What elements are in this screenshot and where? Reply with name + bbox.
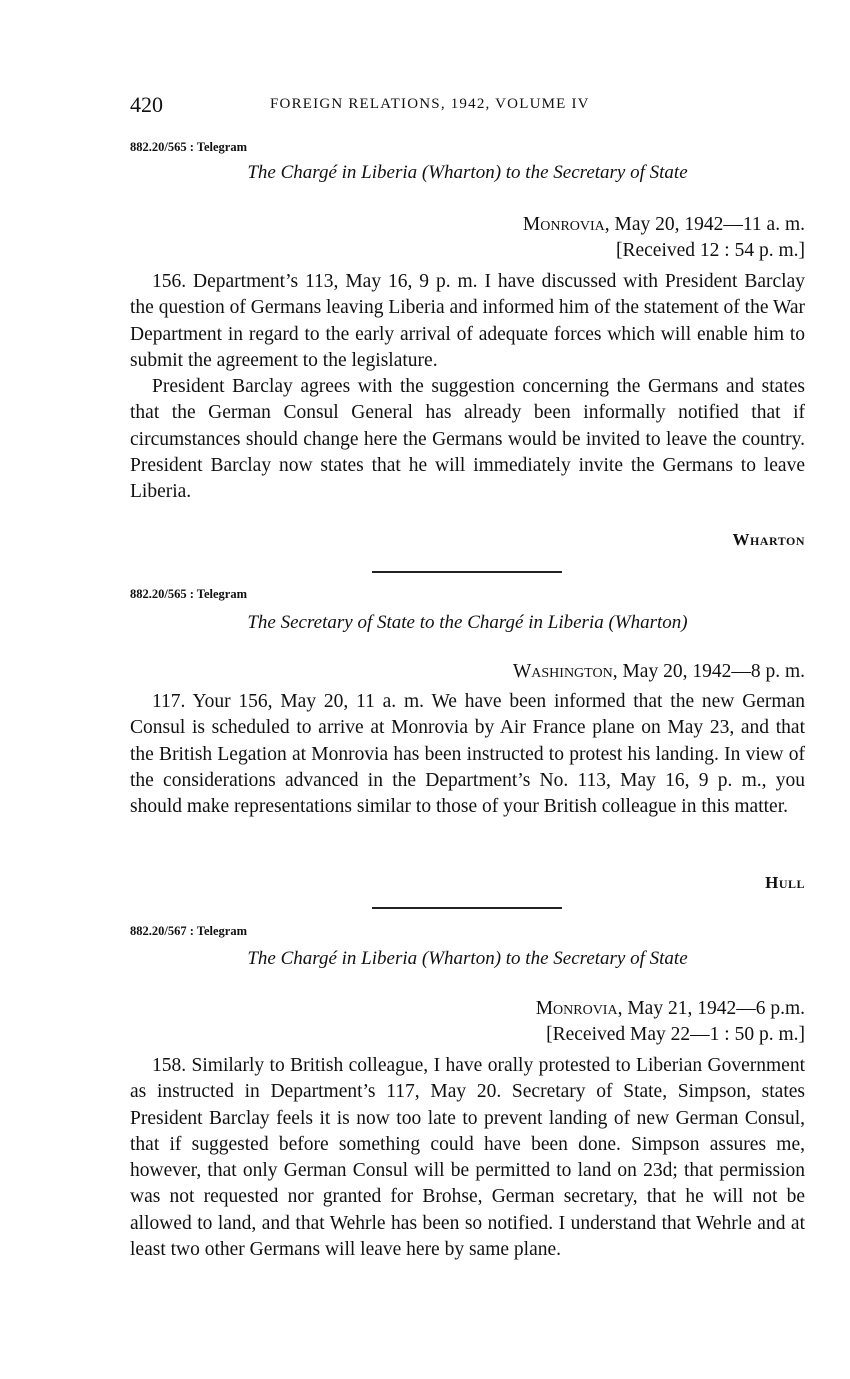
page-header: [130, 92, 805, 122]
document-body: [130, 689, 805, 820]
dateline: [536, 996, 805, 1048]
running-title: FOREIGN RELATIONS, 1942, VOLUME IV: [270, 96, 590, 112]
dateline: [523, 212, 805, 264]
document-heading: The Chargé in Liberia (Wharton) to the Secretary of State: [247, 948, 688, 969]
dateline-date: May 20, 1942—11 a. m.: [614, 214, 805, 235]
page-number: 420: [130, 92, 163, 117]
file-reference: 882.20/565 : Telegram: [130, 587, 248, 601]
section-divider: [372, 907, 562, 909]
body-paragraph: 117. Your 156, May 20, 11 a. m. We have been informed that the new German Consul is scheduled to arrive at Monrovia by Air France plane on May 23, and that the British Legation at Monrovia has been instructed to protest his landing. In view of the considerations advanced in the Department’s No. 113, May 16, 9 p. m., you should make representations similar to those of your British colleague in this matter.: [130, 691, 805, 818]
file-reference: 882.20/567 : Telegram: [130, 924, 248, 938]
file-reference: 882.20/565 : Telegram: [130, 140, 248, 154]
dateline-date: May 21, 1942—6 p.m.: [627, 998, 805, 1019]
received-note: [Received 12 : 54 p. m.]: [616, 240, 805, 261]
received-note: [Received May 22—1 : 50 p. m.]: [546, 1024, 805, 1045]
dateline-date: May 20, 1942—8 p. m.: [622, 661, 805, 682]
document-body: [130, 269, 805, 506]
document-body: [130, 1053, 805, 1263]
document-heading: The Secretary of State to the Chargé in Liberia (Wharton): [247, 612, 688, 633]
dateline-place: Monrovia,: [535, 998, 623, 1019]
body-paragraph: 156. Department’s 113, May 16, 9 p. m. I have discussed with President Barclay the question of Germans leaving Liberia and informed him of the statement of the War Department in regard to the early arrival of adequate forces which will enable him to submit the agreement to the legislature.: [130, 271, 805, 371]
dateline: [513, 659, 805, 685]
dateline-place: Washington,: [512, 661, 618, 682]
signature: Hull: [765, 873, 805, 892]
document-heading: The Chargé in Liberia (Wharton) to the Secretary of State: [247, 162, 688, 183]
signature: Wharton: [732, 530, 805, 549]
body-paragraph: President Barclay agrees with the suggestion concerning the Germans and states that the German Consul General has already been informally notified that if circumstances should change here the Germans would be invited to leave the country. President Barclay now states that he will immediately invite the Germans to leave Liberia.: [130, 376, 805, 503]
section-divider: [372, 571, 562, 573]
body-paragraph: 158. Similarly to British colleague, I have orally protested to Liberian Government as instructed in Department’s 117, May 20. Secretary of State, Simpson, states President Barclay feels it is now too late to prevent landing of new German Consul, that if suggested before something could have been done. Simpson assures me, however, that only German Consul will be permitted to land on 23d; that permission was not requested nor granted for Brohse, German secretary, that he will not be allowed to land, and that Wehrle has been so notified. I understand that Wehrle and at least two other Germans will leave here by same plane.: [130, 1055, 805, 1261]
dateline-place: Monrovia,: [522, 214, 610, 235]
